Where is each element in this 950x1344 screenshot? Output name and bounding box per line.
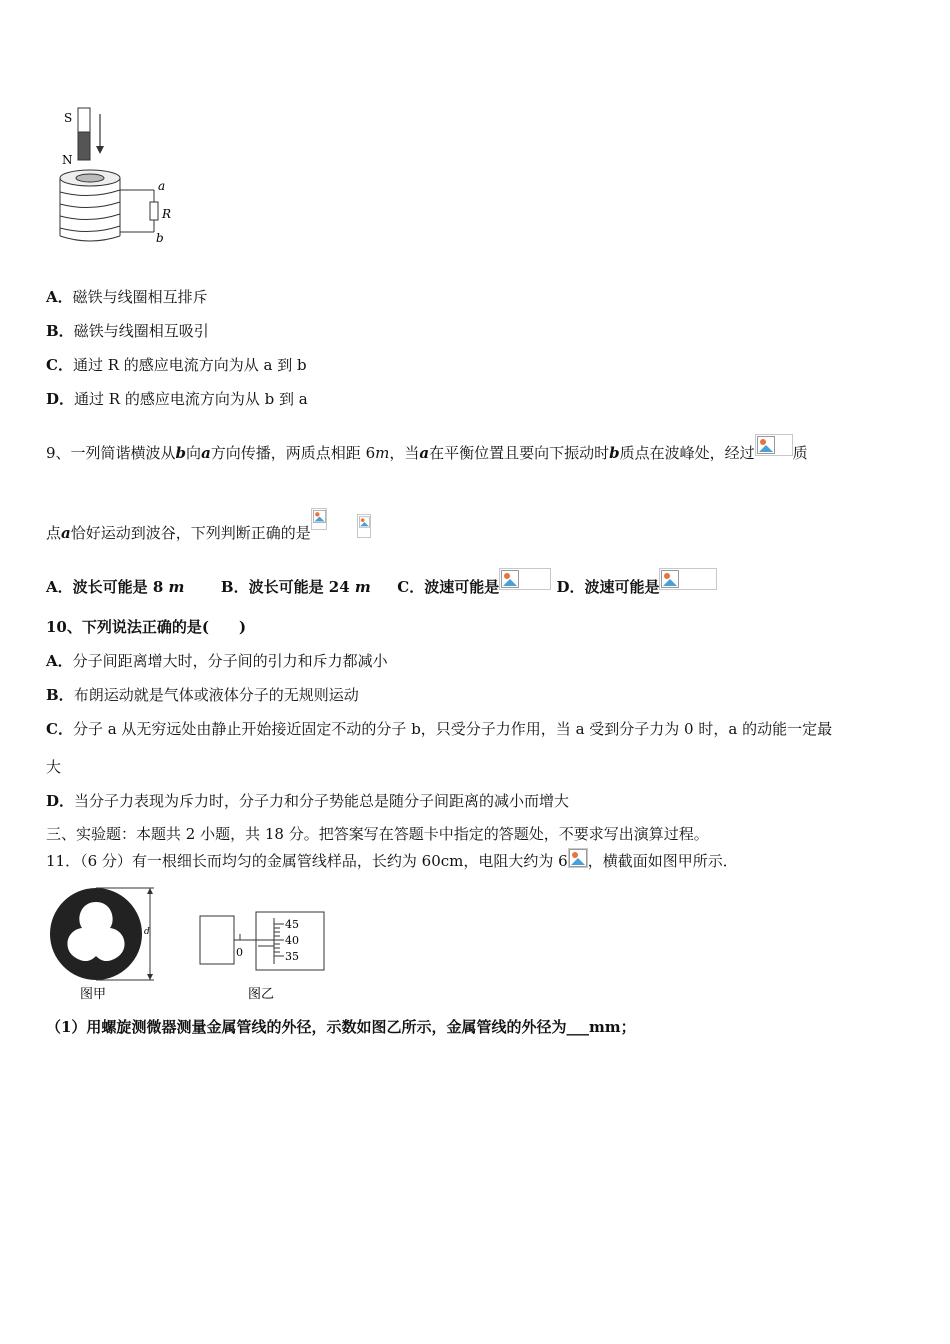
- q9-option-d: D．波速可能是: [556, 578, 717, 596]
- broken-image-icon: [568, 848, 588, 868]
- circuit-label-a: a: [158, 179, 166, 193]
- q8-option-b: B．磁铁与线圈相互吸引: [46, 322, 209, 340]
- tube-label-d: d: [144, 927, 150, 937]
- section-3-heading: 三、实验题：本题共 2 小题，共 18 分。把答案写在答题卡中指定的答题处，不要求写出演算过程。: [46, 825, 709, 843]
- q9-options: [46, 568, 717, 597]
- q8-option-c: C．通过 R 的感应电流方向为从 a 到 b: [46, 356, 307, 374]
- broken-image-icon: [659, 568, 717, 590]
- q11-sub1: （1）用螺旋测微器测量金属管线的外径，示数如图乙所示，金属管线的外径为___mm；: [46, 1018, 636, 1036]
- broken-image-icon: [357, 514, 371, 538]
- q8-option-a: A．磁铁与线圈相互排斥: [46, 288, 208, 306]
- scale-label-45: 45: [285, 918, 299, 931]
- magnet-label-n: N: [62, 153, 73, 167]
- q9-option-c: C．波速可能是: [397, 578, 551, 596]
- q8-option-d: D．通过 R 的感应电流方向为从 b 到 a: [46, 390, 308, 408]
- q10-stem: 10、下列说法正确的是( ): [46, 618, 247, 636]
- broken-image-icon: [499, 568, 551, 590]
- circuit-label-r: R: [162, 207, 172, 221]
- q11-stem: 11．（6 分）有一根细长而均匀的金属管线样品，长约为 60cm，电阻大约为 6 ，横截面如图甲所示．: [46, 848, 738, 871]
- broken-image-icon: [311, 508, 327, 530]
- scale-label-40: 40: [285, 934, 299, 947]
- q9-option-a: A．波长可能是 8 m: [46, 578, 185, 596]
- q10-option-b: B．布朗运动就是气体或液体分子的无规则运动: [46, 686, 359, 704]
- q9-stem-line2: 点a恰好运动到波谷，下列判断正确的是: [46, 508, 371, 543]
- caption-figure-a: 图甲: [80, 987, 107, 1002]
- q9-stem-line1: 9、一列简谐横波从b向a方向传播，两质点相距 6m，当a在平衡位置且要向下振动时b质点在波峰处，经过 质: [46, 434, 808, 463]
- q10-option-d: D．当分子力表现为斥力时，分子力和分子势能总是随分子间距离的减小而增大: [46, 792, 570, 810]
- tube-figure: [44, 884, 344, 1006]
- q10-option-a: A．分子间距离增大时，分子间的引力和斥力都减小: [46, 652, 388, 670]
- magnet-coil-figure: [50, 100, 190, 250]
- circuit-label-b: b: [156, 231, 164, 245]
- scale-label-0: 0: [236, 946, 243, 959]
- q10-option-c: C．分子 a 从无穷远处由静止开始接近固定不动的分子 b，只受分子力作用，当 a 受到分子力为 0 时，a 的动能一定最: [46, 720, 833, 738]
- q9-option-b: B．波长可能是 24 m: [220, 578, 371, 596]
- scale-label-35: 35: [285, 950, 299, 963]
- caption-figure-b: 图乙: [248, 987, 275, 1002]
- q10-option-c-cont: 大: [46, 758, 62, 776]
- magnet-label-s: S: [64, 111, 73, 125]
- broken-image-icon: [755, 434, 793, 456]
